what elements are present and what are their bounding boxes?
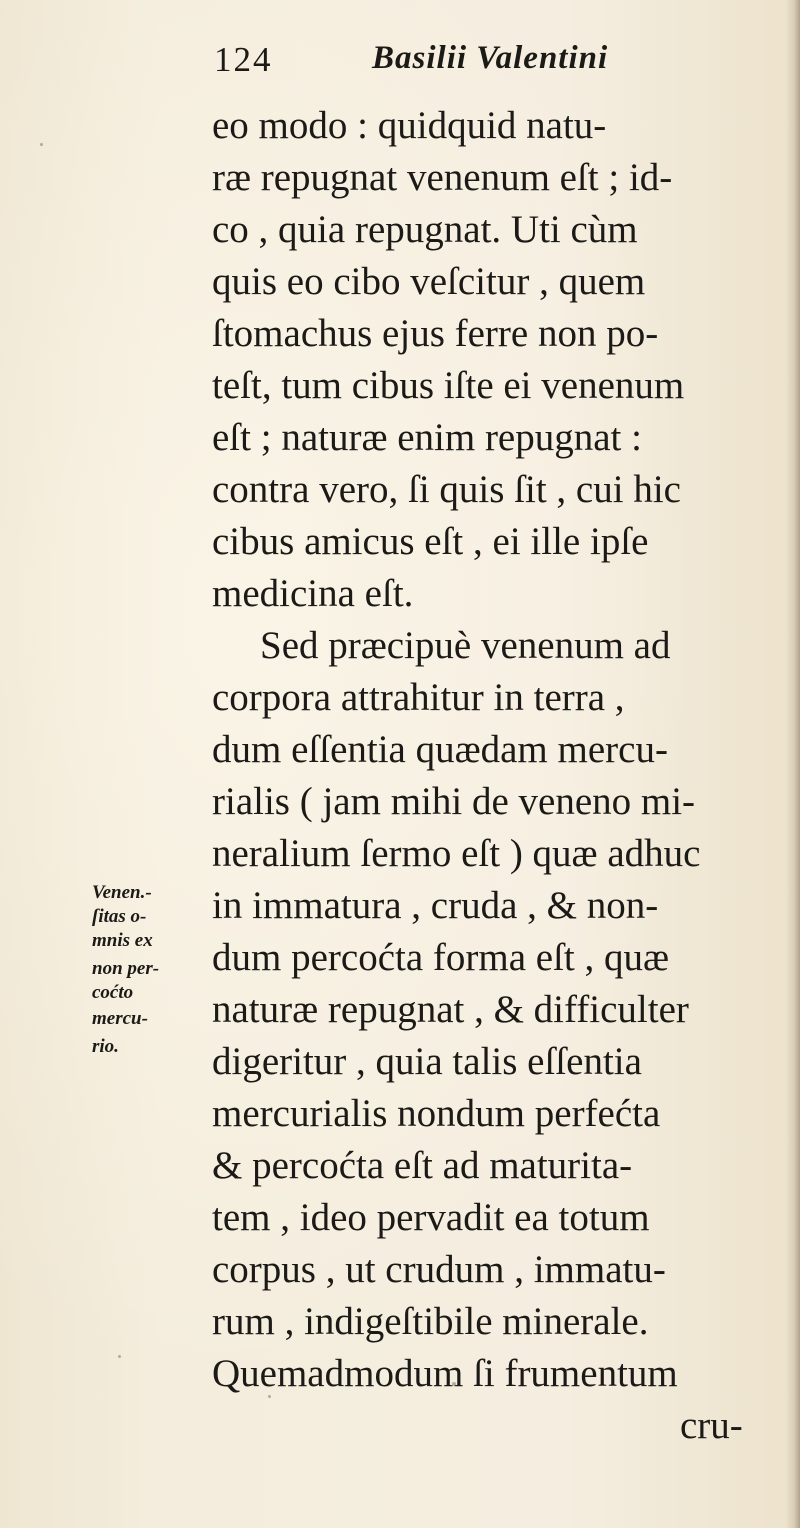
margin-note-line: non per-	[92, 958, 160, 979]
paper-speck	[452, 1382, 456, 1386]
text-line: tem , ideo pervadit ea totum	[212, 1196, 650, 1239]
margin-note-line: mercu-	[92, 1008, 148, 1029]
text-line: eo modo : quidquid natu-	[212, 104, 607, 147]
text-line: dum percoćta forma eſt , quæ	[212, 936, 670, 979]
paper-speck	[40, 143, 43, 146]
text-line: ſtomachus ejus ferre non po-	[212, 312, 659, 355]
text-line: eſt ; naturæ enim repugnat :	[212, 416, 642, 459]
text-line: Quemadmodum ſi frumentum	[212, 1352, 678, 1395]
margin-note-line: ſitas o-	[92, 906, 147, 927]
text-line: rum , indigeſtibile minerale.	[212, 1300, 649, 1343]
margin-note-line: Venen.-	[92, 882, 152, 903]
page-number: 124	[214, 40, 273, 79]
paragraph-first-line: Sed præcipuè venenum ad	[260, 624, 671, 667]
text-line: co , quia repugnat. Uti cùm	[212, 208, 638, 251]
text-line: digeritur , quia talis eſſentia	[212, 1040, 642, 1083]
text-line: rialis ( jam mihi de veneno mi-	[212, 780, 696, 823]
margin-note-line: coćto	[92, 982, 134, 1003]
text-line: teſt, tum cibus iſte ei venenum	[212, 364, 685, 407]
text-line: neralium ſermo eſt ) quæ adhuc	[212, 832, 701, 875]
catchword: cru-	[680, 1404, 743, 1447]
text-line: cibus amicus eſt , ei ille ipſe	[212, 520, 649, 563]
margin-note-line: rio.	[92, 1036, 119, 1057]
text-line: & percoćta eſt ad maturita-	[212, 1144, 633, 1187]
text-line: ræ repugnat venenum eſt ; id-	[212, 156, 673, 199]
text-line: naturæ repugnat , & difficulter	[212, 988, 689, 1031]
paper-speck	[118, 1355, 121, 1358]
text-line: in immatura , cruda , & non-	[212, 884, 659, 927]
running-head: Basilii Valentini	[372, 40, 609, 76]
page-edge-shadow	[786, 0, 800, 1528]
text-line: contra vero, ſi quis ſit , cui hic	[212, 468, 681, 511]
text-line: corpus , ut crudum , immatu-	[212, 1248, 666, 1291]
page-header	[214, 40, 734, 96]
text-line: medicina eſt.	[212, 572, 414, 615]
text-line: mercurialis nondum perfećta	[212, 1092, 661, 1135]
text-line: quis eo cibo veſcitur , quem	[212, 260, 646, 303]
text-line: corpora attrahitur in terra ,	[212, 676, 625, 719]
text-line: dum eſſentia quædam mercu-	[212, 728, 668, 771]
margin-note-line: mnis ex	[92, 930, 153, 951]
paper-speck	[268, 1395, 271, 1398]
